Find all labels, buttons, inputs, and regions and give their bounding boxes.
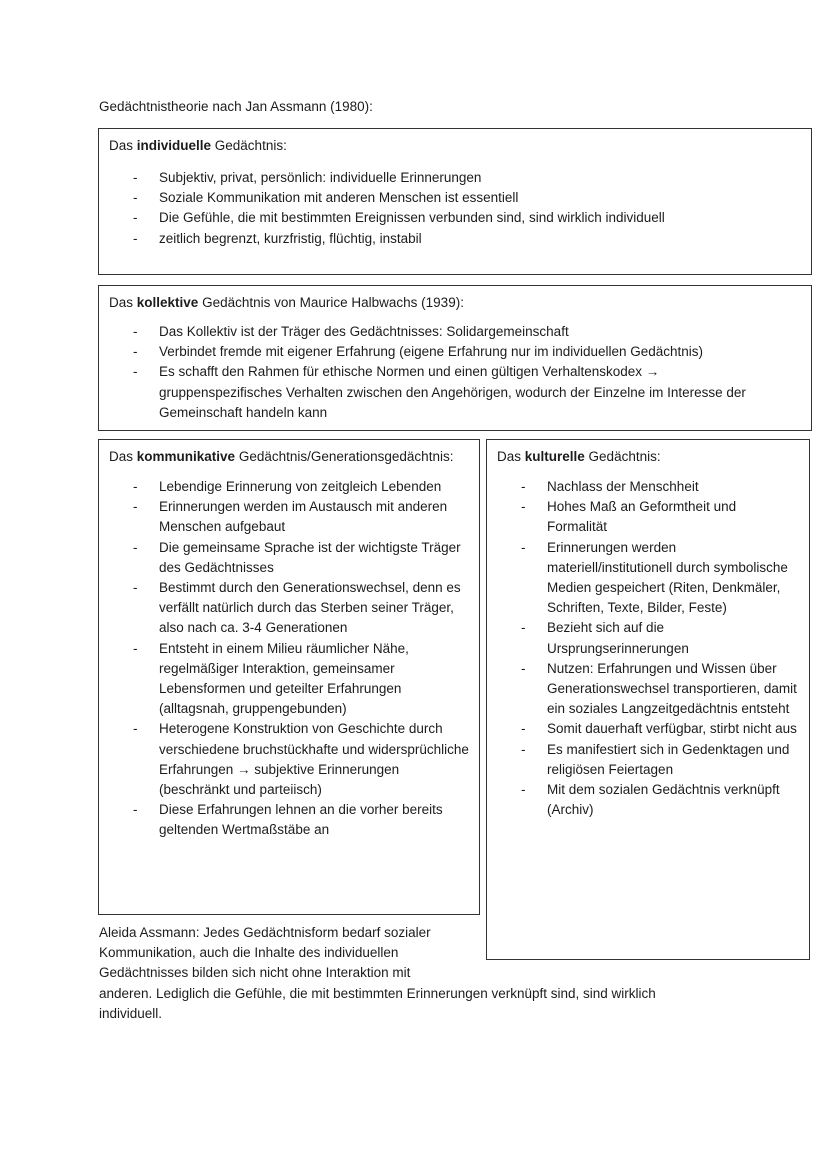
list-item: - Mit dem sozialen Gedächtnis verknüpft (Archiv): [487, 780, 809, 820]
list-item: - Soziale Kommunikation mit anderen Menschen ist essentiell: [99, 188, 811, 208]
note-line: Gedächtnisses bilden sich nicht ohne Interaktion mit: [99, 965, 411, 981]
note-line: Aleida Assmann: Jedes Gedächtnisform bedarf sozialer: [99, 925, 431, 940]
list-item: - Die gemeinsame Sprache ist der wichtigste Träger des Gedächtnisses: [99, 538, 479, 578]
list-item: - Somit dauerhaft verfügbar, stirbt nicht aus: [487, 719, 809, 739]
list-item: - Erinnerungen werden im Austausch mit anderen Menschen aufgebaut: [99, 497, 479, 537]
list-item: - Verbindet fremde mit eigener Erfahrung (eigene Erfahrung nur im individuellen Gedächtnis): [99, 342, 811, 362]
collective-memory-heading: Das kollektive Gedächtnis von Maurice Halbwachs (1939):: [109, 295, 464, 310]
aleida-assmann-note: [99, 923, 699, 1024]
list-item: - Es manifestiert sich in Gedenktagen und religiösen Feiertagen: [487, 740, 809, 780]
list-item: - zeitlich begrenzt, kurzfristig, flüchtig, instabil: [99, 229, 811, 249]
individual-memory-box: [98, 128, 812, 275]
list-item: - Diese Erfahrungen lehnen an die vorher bereits geltenden Wertmaßstäbe an: [99, 800, 479, 840]
list-item: - Bezieht sich auf die Ursprungserinnerungen: [487, 618, 809, 658]
list-item: - Bestimmt durch den Generationswechsel, denn es verfällt natürlich durch das Sterben seiner Träger, also nach ca. 3-4 Generationen: [99, 578, 479, 639]
note-line: anderen. Lediglich die Gefühle, die mit bestimmten Erinnerungen verknüpft sind, sind wirklich: [99, 985, 656, 1001]
communicative-memory-list: [99, 477, 479, 841]
communicative-memory-heading: Das kommunikative Gedächtnis/Generationsgedächtnis:: [109, 449, 454, 464]
list-item: - Nutzen: Erfahrungen und Wissen über Generationswechsel transportieren, damit ein soziales Langzeitgedächtnis entsteht: [487, 659, 809, 720]
note-line: Kommunikation, auch die Inhalte des individuellen: [99, 945, 399, 961]
cultural-memory-box: [486, 439, 810, 960]
list-item: - Nachlass der Menschheit: [487, 477, 809, 497]
cultural-memory-heading: Das kulturelle Gedächtnis:: [497, 449, 661, 464]
list-item: - Es schafft den Rahmen für ethische Normen und einen gültigen Verhaltenskodex → gruppenspezifisches Verhalten zwischen den Angehörigen, wodurch der Einzelne im Interesse der Gemeinschaft handeln kann: [99, 362, 811, 423]
cultural-memory-list: [487, 477, 809, 820]
list-item: - Subjektiv, privat, persönlich: individuelle Erinnerungen: [99, 168, 811, 188]
list-item: - Heterogene Konstruktion von Geschichte durch verschiedene bruchstückhafte und widersprüchliche Erfahrungen → subjektive Erinnerungen (beschränkt und parteiisch): [99, 719, 479, 800]
list-item: - Die Gefühle, die mit bestimmten Ereignissen verbunden sind, sind wirklich individuell: [99, 208, 811, 228]
list-item: - Lebendige Erinnerung von zeitgleich Lebenden: [99, 477, 479, 497]
individual-memory-heading: Das individuelle Gedächtnis:: [109, 138, 287, 153]
collective-memory-box: [98, 285, 812, 431]
page-title: Gedächtnistheorie nach Jan Assmann (1980):: [99, 99, 373, 114]
list-item: - Hohes Maß an Geformtheit und Formalität: [487, 497, 809, 537]
collective-memory-list: [99, 322, 811, 423]
list-item: - Das Kollektiv ist der Träger des Gedächtnisses: Solidargemeinschaft: [99, 322, 811, 342]
list-item: - Erinnerungen werden materiell/institutionell durch symbolische Medien gespeichert (Riten, Denkmäler, Schriften, Texte, Bilder, Feste): [487, 538, 809, 619]
individual-memory-list: [99, 168, 811, 249]
note-line: individuell.: [99, 1005, 163, 1021]
communicative-memory-box: [98, 439, 480, 915]
list-item: - Entsteht in einem Milieu räumlicher Nähe, regelmäßiger Interaktion, gemeinsamer Lebensformen und geteilter Erfahrungen (alltagsnah, gruppengebunden): [99, 639, 479, 720]
